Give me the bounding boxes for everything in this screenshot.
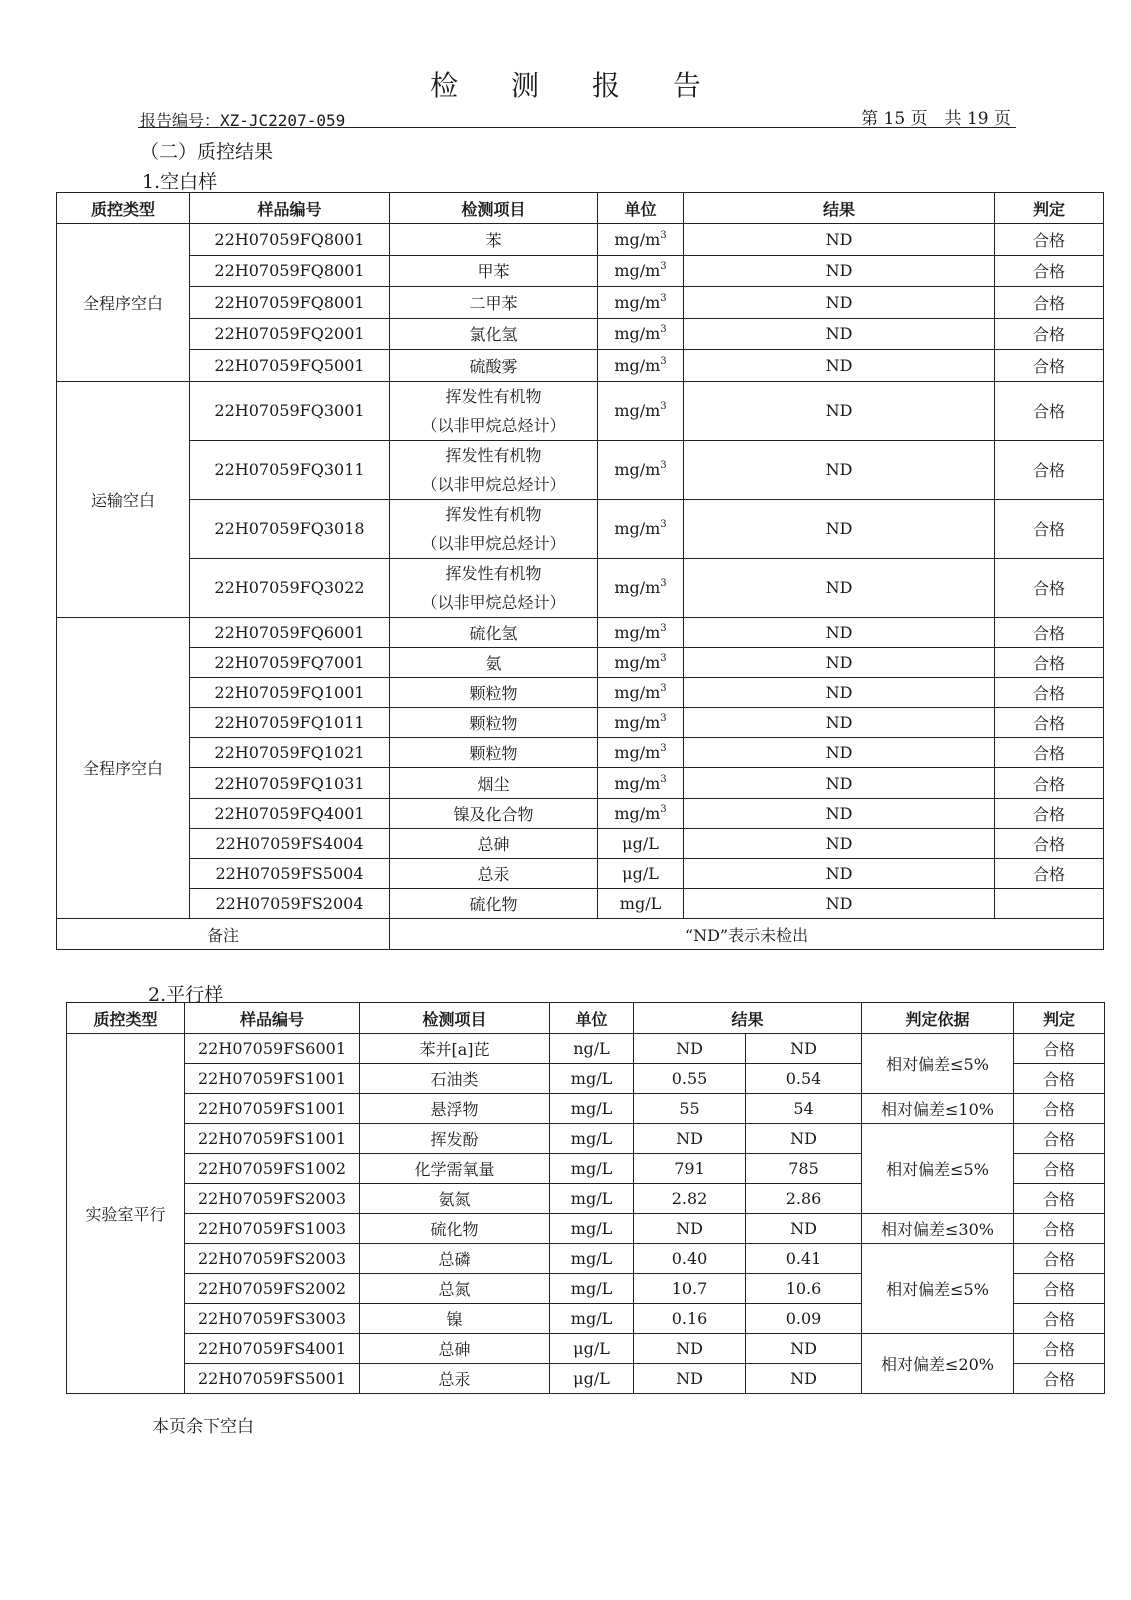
unit-cell [598,617,684,647]
result-1-cell: ND [634,1214,746,1244]
sample-id-cell: 22H07059FQ7001 [190,647,390,677]
header-test-item: 检测项目 [390,193,598,224]
test-item-cell [390,381,598,440]
result-2-cell: ND [746,1124,862,1154]
judgement-cell: 合格 [995,318,1104,350]
result-1-cell: 0.16 [634,1304,746,1334]
unit-cell: mg/L [550,1064,634,1094]
sample-id-cell: 22H07059FQ2001 [190,318,390,350]
sample-id-cell: 22H07059FS6001 [185,1034,360,1064]
table-row [67,1034,1105,1064]
parallel-sample-title: 2.平行样 [148,984,224,1006]
judgement-cell: 合格 [995,617,1104,647]
judgement-cell: 合格 [995,350,1104,382]
unit-cell [598,859,684,889]
header-criteria: 判定依据 [862,1003,1014,1034]
sample-id-cell: 22H07059FS2003 [185,1244,360,1274]
header-divider [138,127,1016,128]
unit-text: mg/m [614,324,661,344]
test-item-cell: 悬浮物 [360,1094,550,1124]
test-item-cell: 氨 [390,647,598,677]
criteria-cell: 相对偏差≤10% [862,1094,1014,1124]
judgement-cell: 合格 [995,647,1104,677]
result-2-cell: 0.09 [746,1304,862,1334]
sample-id-cell: 22H07059FS2004 [190,889,390,919]
unit-cell [598,677,684,707]
test-item-cell: 颗粒物 [390,677,598,707]
table-row [57,828,1104,858]
unit-text: mg/m [614,578,661,597]
judgement-cell: 合格 [1014,1244,1105,1274]
table-row [67,1094,1105,1124]
test-item-cell: 镍及化合物 [390,798,598,828]
unit-text: mg/m [614,743,661,763]
result-2-cell: ND [746,1334,862,1364]
table-row [57,440,1104,499]
table-row [57,381,1104,440]
result-1-cell: ND [634,1334,746,1364]
table-row [57,768,1104,798]
judgement-cell: 合格 [1014,1184,1105,1214]
sample-id-cell: 22H07059FQ8001 [190,255,390,287]
test-item-cell: 硫化氢 [390,617,598,647]
sample-id-cell: 22H07059FS1001 [185,1064,360,1094]
sample-id-cell: 22H07059FQ1011 [190,708,390,738]
unit-text: mg/m [614,519,661,538]
unit-cell [598,499,684,558]
test-item-cell: 石油类 [360,1064,550,1094]
result-2-cell: ND [746,1364,862,1394]
qc-type-cell: 运输空白 [57,381,190,617]
judgement-cell: 合格 [995,558,1104,617]
test-item-name: 挥发性有机物 [445,445,542,465]
judgement-cell: 合格 [1014,1304,1105,1334]
criteria-cell: 相对偏差≤30% [862,1214,1014,1244]
blank-sample-table [56,192,1104,950]
table-row [57,224,1104,256]
table-row [67,1124,1105,1154]
judgement-cell: 合格 [1014,1124,1105,1154]
test-item-cell: 苯并[a]芘 [360,1034,550,1064]
unit-cell: mg/L [550,1274,634,1304]
unit-text: mg/m [614,292,661,312]
test-item-cell: 二甲苯 [390,287,598,319]
test-item-name: 挥发性有机物 [445,386,542,406]
judgement-cell: 合格 [1014,1064,1105,1094]
test-item-cell [390,440,598,499]
result-cell: ND [684,499,995,558]
criteria-cell: 相对偏差≤20% [862,1334,1014,1394]
unit-cell [598,255,684,287]
unit-superscript: 3 [660,261,667,273]
test-item-note: （以非甲烷总烃计） [421,592,566,612]
qc-type-cell: 全程序空白 [57,617,190,919]
table-row [57,499,1104,558]
result-cell: ND [684,738,995,768]
result-2-cell: 785 [746,1154,862,1184]
unit-text: mg/m [614,713,661,733]
sample-id-cell: 22H07059FQ8001 [190,287,390,319]
judgement-cell: 合格 [995,677,1104,707]
note-text: “ND”表示未检出 [390,919,1104,950]
result-1-cell: ND [634,1364,746,1394]
judgement-cell: 合格 [995,738,1104,768]
result-cell: ND [684,828,995,858]
unit-cell: μg/L [550,1364,634,1394]
unit-cell [598,350,684,382]
table-row [57,255,1104,287]
test-item-cell: 硫化物 [390,889,598,919]
unit-superscript: 3 [660,803,667,815]
test-item-cell: 氨氮 [360,1184,550,1214]
unit-cell [598,647,684,677]
unit-superscript: 3 [660,519,667,530]
judgement-cell: 合格 [1014,1214,1105,1244]
judgement-cell: 合格 [995,768,1104,798]
table-row [57,677,1104,707]
test-item-note: （以非甲烷总烃计） [421,415,566,435]
header-qc-type: 质控类型 [67,1003,185,1034]
table-header-row [67,1003,1105,1034]
sample-id-cell: 22H07059FS1002 [185,1154,360,1184]
page-number: 第 15 页 共 19 页 [861,109,1011,129]
document-title: 检 测 报 告 [430,69,723,102]
criteria-cell: 相对偏差≤5% [862,1124,1014,1214]
judgement-cell: 合格 [1014,1364,1105,1394]
unit-cell: mg/L [550,1304,634,1334]
test-item-cell: 总磷 [360,1244,550,1274]
result-cell: ND [684,647,995,677]
unit-text: mg/L [619,894,662,914]
table-header-row [57,193,1104,224]
test-item-cell: 总砷 [390,828,598,858]
blank-sample-title: 1.空白样 [142,171,218,193]
unit-cell [598,768,684,798]
unit-superscript: 3 [660,682,667,694]
qc-type-cell: 全程序空白 [57,224,190,382]
unit-text: mg/m [614,622,661,642]
test-item-cell [390,558,598,617]
sample-id-cell: 22H07059FS2003 [185,1184,360,1214]
test-item-cell: 氯化氢 [390,318,598,350]
qc-type-cell: 实验室平行 [67,1034,185,1394]
test-item-cell: 硫酸雾 [390,350,598,382]
test-item-cell: 挥发酚 [360,1124,550,1154]
sample-id-cell: 22H07059FS4001 [185,1334,360,1364]
unit-text: mg/m [614,229,661,249]
judgement-cell [995,889,1104,919]
parallel-sample-table [66,1002,1105,1394]
result-cell: ND [684,381,995,440]
unit-superscript: 3 [660,292,667,304]
unit-cell [598,708,684,738]
test-item-cell: 镍 [360,1304,550,1334]
result-cell: ND [684,617,995,647]
table-row [57,738,1104,768]
unit-cell [598,828,684,858]
header-unit: 单位 [598,193,684,224]
section-title: （二）质控结果 [140,141,274,163]
sample-id-cell: 22H07059FS1003 [185,1214,360,1244]
judgement-cell: 合格 [1014,1154,1105,1184]
table-row [57,708,1104,738]
header-judgement: 判定 [1014,1003,1105,1034]
unit-cell [598,440,684,499]
result-2-cell: 0.41 [746,1244,862,1274]
unit-text: μg/L [622,833,659,853]
unit-text: μg/L [622,864,659,884]
judgement-cell: 合格 [1014,1094,1105,1124]
sample-id-cell: 22H07059FS4004 [190,828,390,858]
result-1-cell: ND [634,1034,746,1064]
unit-text: mg/m [614,460,661,479]
judgement-cell: 合格 [995,224,1104,256]
test-item-cell: 总砷 [360,1334,550,1364]
criteria-cell: 相对偏差≤5% [862,1244,1014,1334]
test-item-cell: 颗粒物 [390,708,598,738]
unit-cell [598,287,684,319]
table-row [57,647,1104,677]
sample-id-cell: 22H07059FQ4001 [190,798,390,828]
page-end-note: 本页余下空白 [152,1417,254,1437]
test-item-name: 挥发性有机物 [445,563,542,583]
result-cell: ND [684,255,995,287]
test-item-cell: 总汞 [390,859,598,889]
judgement-cell: 合格 [995,828,1104,858]
header-test-item: 检测项目 [360,1003,550,1034]
judgement-cell: 合格 [995,859,1104,889]
header-result: 结果 [684,193,995,224]
sample-id-cell: 22H07059FS5001 [185,1364,360,1394]
result-cell: ND [684,287,995,319]
unit-cell [598,224,684,256]
unit-cell: mg/L [550,1244,634,1274]
result-1-cell: 2.82 [634,1184,746,1214]
unit-text: mg/m [614,803,661,823]
result-cell: ND [684,350,995,382]
test-item-cell: 总氮 [360,1274,550,1304]
sample-id-cell: 22H07059FQ3022 [190,558,390,617]
criteria-cell: 相对偏差≤5% [862,1034,1014,1094]
unit-text: mg/m [614,773,661,793]
result-2-cell: 10.6 [746,1274,862,1304]
unit-text: mg/m [614,652,661,672]
judgement-cell: 合格 [995,287,1104,319]
test-item-cell: 苯 [390,224,598,256]
judgement-cell: 合格 [995,798,1104,828]
table-row [67,1334,1105,1364]
result-cell: ND [684,318,995,350]
sample-id-cell: 22H07059FQ3001 [190,381,390,440]
judgement-cell: 合格 [1014,1334,1105,1364]
result-cell: ND [684,798,995,828]
table-row [57,318,1104,350]
judgement-cell: 合格 [1014,1034,1105,1064]
unit-superscript: 3 [660,713,667,725]
unit-text: mg/m [614,401,661,420]
result-1-cell: 791 [634,1154,746,1184]
test-item-cell: 颗粒物 [390,738,598,768]
unit-cell: mg/L [550,1184,634,1214]
result-1-cell: ND [634,1124,746,1154]
unit-cell: mg/L [550,1094,634,1124]
header-sample-id: 样品编号 [185,1003,360,1034]
unit-superscript: 3 [660,355,667,367]
result-cell: ND [684,708,995,738]
unit-superscript: 3 [660,622,667,634]
result-1-cell: 0.40 [634,1244,746,1274]
sample-id-cell: 22H07059FQ5001 [190,350,390,382]
header-judgement: 判定 [995,193,1104,224]
header-unit: 单位 [550,1003,634,1034]
unit-superscript: 3 [660,229,667,241]
unit-text: mg/m [614,355,661,375]
sample-id-cell: 22H07059FS2002 [185,1274,360,1304]
sample-id-cell: 22H07059FQ6001 [190,617,390,647]
result-cell: ND [684,889,995,919]
unit-cell [598,798,684,828]
sample-id-cell: 22H07059FS1001 [185,1124,360,1154]
sample-id-cell: 22H07059FQ1001 [190,677,390,707]
test-item-note: （以非甲烷总烃计） [421,533,566,553]
unit-cell [598,558,684,617]
unit-text: mg/m [614,682,661,702]
unit-cell [598,889,684,919]
header-qc-type: 质控类型 [57,193,190,224]
result-1-cell: 10.7 [634,1274,746,1304]
test-item-cell: 总汞 [360,1364,550,1394]
sample-id-cell: 22H07059FQ3011 [190,440,390,499]
result-1-cell: 0.55 [634,1064,746,1094]
judgement-cell: 合格 [995,381,1104,440]
unit-cell [598,381,684,440]
unit-cell: μg/L [550,1334,634,1364]
unit-cell [598,738,684,768]
unit-cell: mg/L [550,1214,634,1244]
test-item-cell: 化学需氧量 [360,1154,550,1184]
result-2-cell: 2.86 [746,1184,862,1214]
result-1-cell: 55 [634,1094,746,1124]
unit-superscript: 3 [660,460,667,471]
table-row [57,889,1104,919]
table-row [57,558,1104,617]
table-row [57,617,1104,647]
judgement-cell: 合格 [995,255,1104,287]
result-cell: ND [684,440,995,499]
result-2-cell: 0.54 [746,1064,862,1094]
test-item-name: 挥发性有机物 [445,504,542,524]
sample-id-cell: 22H07059FS5004 [190,859,390,889]
sample-id-cell: 22H07059FQ8001 [190,224,390,256]
unit-cell: mg/L [550,1124,634,1154]
unit-text: mg/m [614,261,661,281]
table-row [67,1214,1105,1244]
unit-superscript: 3 [660,401,667,412]
unit-superscript: 3 [660,773,667,785]
unit-superscript: 3 [660,743,667,755]
table-row [67,1244,1105,1274]
note-row [57,919,1104,950]
judgement-cell: 合格 [1014,1274,1105,1304]
note-label: 备注 [57,919,390,950]
result-2-cell: ND [746,1214,862,1244]
unit-superscript: 3 [660,578,667,589]
sample-id-cell: 22H07059FS3003 [185,1304,360,1334]
sample-id-cell: 22H07059FQ1021 [190,738,390,768]
sample-id-cell: 22H07059FS1001 [185,1094,360,1124]
report-number: 报告编号：XZ-JC2207-059 [140,111,346,130]
test-item-note: （以非甲烷总烃计） [421,474,566,494]
result-cell: ND [684,859,995,889]
unit-cell: mg/L [550,1154,634,1184]
test-item-cell: 硫化物 [360,1214,550,1244]
table-row [57,350,1104,382]
unit-superscript: 3 [660,652,667,664]
result-2-cell: ND [746,1034,862,1064]
result-cell: ND [684,768,995,798]
table-row [57,859,1104,889]
result-2-cell: 54 [746,1094,862,1124]
result-cell: ND [684,677,995,707]
table-row [57,798,1104,828]
judgement-cell: 合格 [995,440,1104,499]
test-item-cell [390,499,598,558]
result-cell: ND [684,558,995,617]
sample-id-cell: 22H07059FQ1031 [190,768,390,798]
unit-cell [598,318,684,350]
test-item-cell: 甲苯 [390,255,598,287]
test-item-cell: 烟尘 [390,768,598,798]
table-row [57,287,1104,319]
unit-cell: ng/L [550,1034,634,1064]
header-sample-id: 样品编号 [190,193,390,224]
judgement-cell: 合格 [995,499,1104,558]
judgement-cell: 合格 [995,708,1104,738]
unit-superscript: 3 [660,324,667,336]
result-cell: ND [684,224,995,256]
sample-id-cell: 22H07059FQ3018 [190,499,390,558]
header-result: 结果 [634,1003,862,1034]
